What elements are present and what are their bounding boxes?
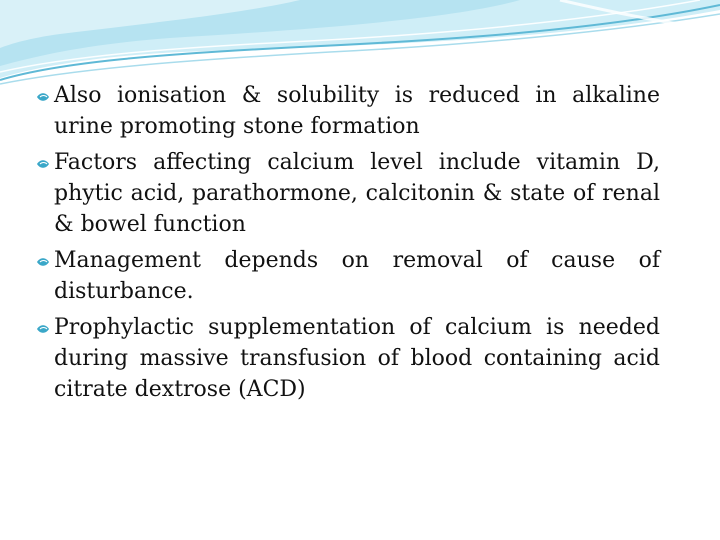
bullet-item	[36, 245, 660, 307]
bullet-item	[36, 80, 660, 142]
bullet-icon	[36, 147, 54, 178]
bullet-icon	[36, 312, 54, 343]
bullet-text: Factors affecting calcium level include vitamin D, phytic acid, parathormone, calcitonin & state of renal & bowel function	[54, 150, 660, 237]
bullet-icon	[36, 245, 54, 276]
bullet-text: Also ionisation & solubility is reduced in alkaline urine promoting stone formation	[54, 83, 660, 139]
bullet-text: Prophylactic supplementation of calcium is needed during massive transfusion of blood containing acid citrate dextrose (ACD)	[54, 315, 660, 402]
bullet-text: Management depends on removal of cause of disturbance.	[54, 248, 660, 304]
bullet-list	[36, 80, 660, 405]
header-wave-decoration	[0, 0, 720, 90]
bullet-item	[36, 147, 660, 240]
bullet-item	[36, 312, 660, 405]
bullet-icon	[36, 80, 54, 111]
